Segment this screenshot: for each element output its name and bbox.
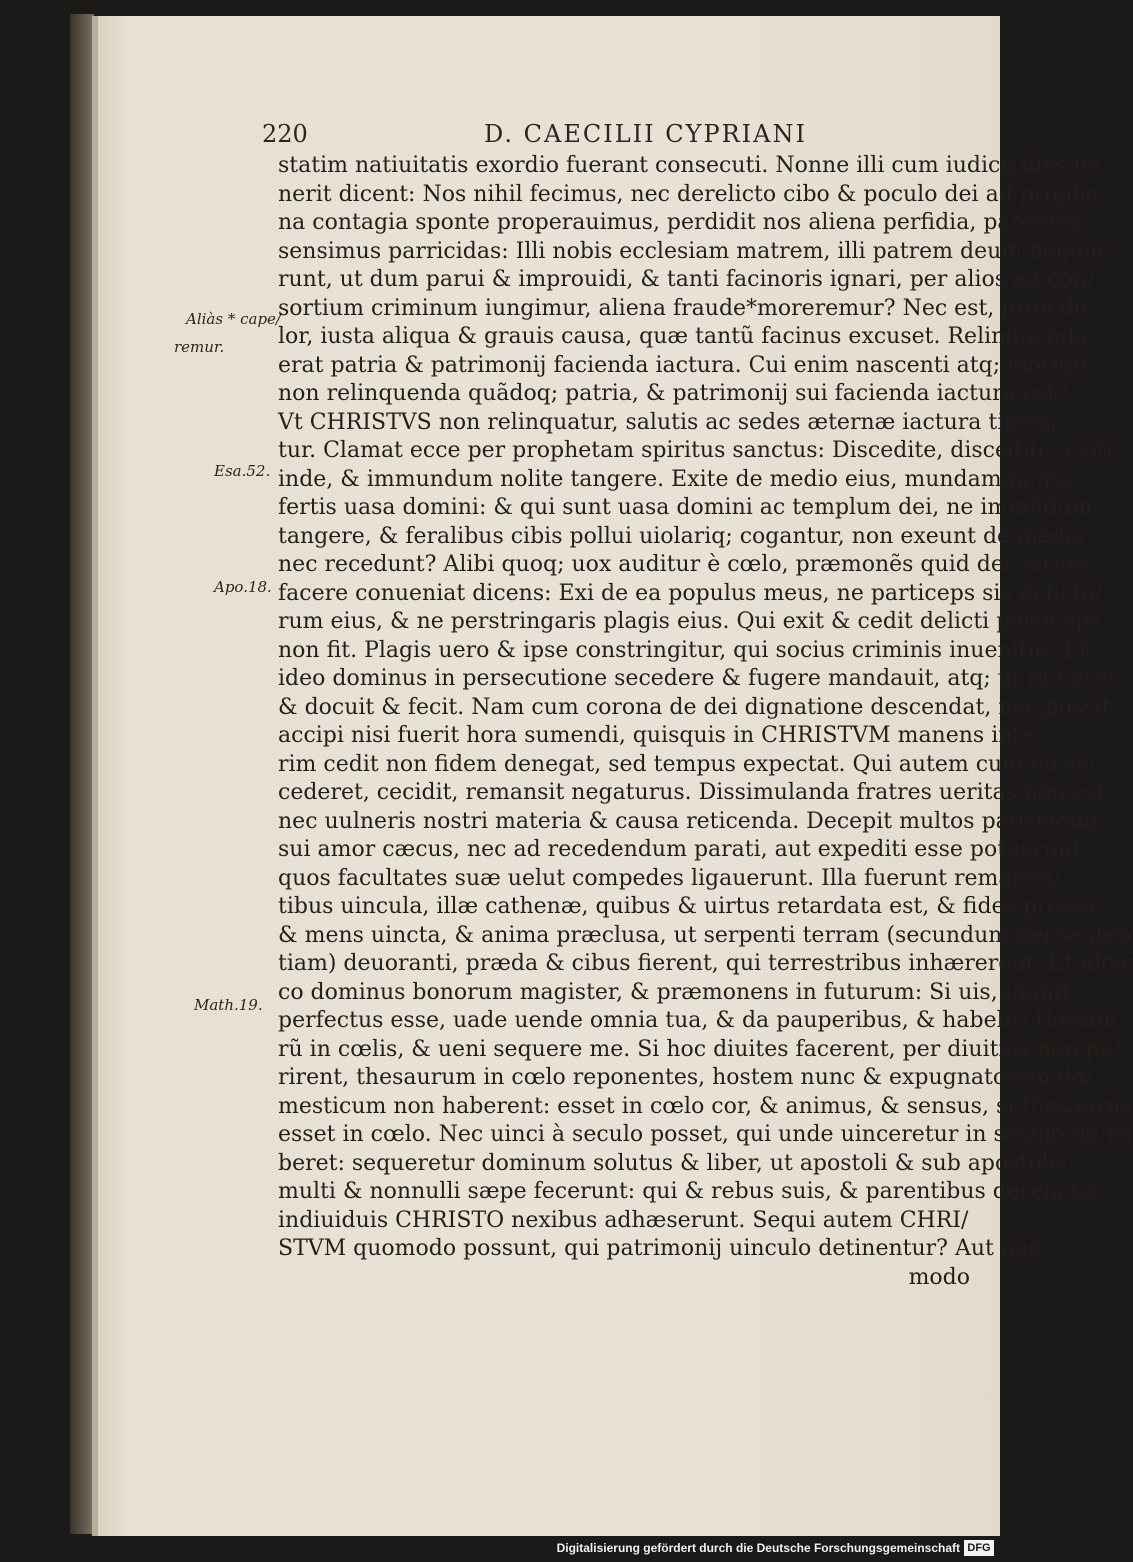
text-line: indiuiduis CHRISTO nexibus adhæserunt. Sequi autem CHRI/	[278, 1207, 969, 1233]
text-line: facere conueniat dicens: Exi de ea populus meus, ne particeps sis delicto/	[278, 580, 1102, 606]
text-line: tiam) deuoranti, præda & cibus fierent, qui terrestribus inhærerent. Et idcir	[278, 951, 1132, 976]
folio-number: 220	[262, 120, 308, 148]
text-line: rũ in cœlis, & ueni sequere me. Si hoc diuites facerent, per diuitias non pe/	[278, 1036, 1120, 1062]
text-line: runt, ut dum parui & improuidi, & tanti facinoris ignari, per alios ad con/	[278, 267, 1095, 292]
text-line: beret: sequeretur dominum solutus & liber, ut apostoli & sub apostolis	[278, 1150, 1067, 1176]
text-line: quos facultates suæ uelut compedes ligauerunt. Illa fuerunt remanen/	[278, 865, 1061, 891]
margin-note: Aliàs * cape/	[186, 310, 281, 328]
text-line: sensimus parricidas: Illi nobis ecclesiam matrem, illi patrem deum negaue	[278, 238, 1111, 264]
text-line: co dominus bonorum magister, & præmonens in futurum: Si uis, inquit,	[278, 979, 1078, 1005]
text-line: ideo dominus in persecutione secedere & fugere mandauit, atq; ut id fieret	[278, 666, 1116, 691]
text-line: na contagia sponte properauimus, perdidit nos aliena perfidia, parentes	[278, 210, 1082, 235]
page-header	[262, 118, 962, 152]
text-line: multi & nonnulli sæpe fecerunt: qui & rebus suis, & parentibus derelictis	[278, 1179, 1097, 1204]
text-line: mesticum non haberent: esset in cœlo cor, & animus, & sensus, si thesaurus	[278, 1093, 1132, 1119]
margin-note: remur.	[174, 338, 225, 356]
margin-note: Esa.52.	[214, 462, 271, 480]
dfg-logo: DFG	[964, 1540, 994, 1556]
margin-notes	[174, 0, 281, 1562]
text-line: lor, iusta aliqua & grauis causa, quæ tantũ facinus excuset. Relinquenda	[278, 324, 1088, 349]
binding-shadow	[70, 14, 94, 1534]
text-line: sui amor cæcus, nec ad recedendum parati, aut expediti esse potuerunt,	[278, 837, 1088, 862]
text-line: rirent, thesaurum in cœlo reponentes, hostem nunc & expugnatorem do/	[278, 1065, 1093, 1090]
text-line: accipi nisi fuerit hora sumendi, quisquis in CHRISTVM manens inte	[278, 723, 1035, 748]
text-line: perfectus esse, uade uende omnia tua, & da pauperibus, & habebis thesau/	[278, 1008, 1119, 1033]
text-line: fertis uasa domini: & qui sunt uasa domini ac templum dei, ne immũdum	[278, 495, 1093, 520]
footer-bar	[0, 1536, 1000, 1562]
page-gutter	[92, 16, 98, 1536]
funding-credit: Digitalisierung gefördert durch die Deutsche Forschungsgemeinschaft	[556, 1541, 960, 1555]
text-line: nec uulneris nostri materia & causa reticenda. Decepit multos patrimonij	[278, 808, 1098, 834]
text-line: non relinquenda quãdoq; patria, & patrimonij sui facienda iactura est?	[278, 381, 1068, 406]
text-line: erat patria & patrimonij facienda iactura. Cui enim nascenti atq; morięti	[278, 352, 1088, 378]
text-line: rum eius, & ne perstringaris plagis eius. Qui exit & cedit delicti particeps	[278, 609, 1101, 634]
text-line: non fit. Plagis uero & ipse constringitur, qui socius criminis inuenitur. Et	[278, 637, 1089, 663]
text-line: cederet, cecidit, remansit negaturus. Dissimulanda fratres ueritas non est,	[278, 780, 1113, 805]
text-line: statim natiuitatis exordio fuerant consecuti. Nonne illi cum iudicij dies ue	[278, 153, 1101, 178]
text-line: rim cedit non fidem denegat, sed tempus expectat. Qui autem cum nõ se/	[278, 751, 1097, 777]
text-line: & mens uincta, & anima præclusa, ut serpenti terram (secundum dei senten	[278, 922, 1132, 948]
body-text	[278, 152, 1133, 1292]
margin-note: Math.19.	[194, 996, 263, 1014]
text-line: Vt CHRISTVS non relinquatur, salutis ac sedes æternæ iactura timea/	[278, 409, 1059, 435]
text-line: sortium criminum iungimur, aliena fraude*moreremur? Nec est, proh do/	[278, 295, 1096, 321]
margin-note: Apo.18.	[214, 578, 272, 596]
text-line: esset in cœlo. Nec uinci à seculo posset, qui unde uinceretur in seculo nõ ha	[278, 1122, 1133, 1147]
text-line: inde, & immundum nolite tangere. Exite de medio eius, mundamini qui	[278, 466, 1073, 492]
text-line: nerit dicent: Nos nihil fecimus, nec derelicto cibo & poculo dei ad propha	[278, 181, 1099, 207]
text-line: nec recedunt? Alibi quoq; uox auditur è cœlo, præmonẽs quid dei seruos	[278, 552, 1092, 577]
text-line: tangere, & feralibus cibis pollui uiolariq; cogantur, non exeunt de medio	[278, 523, 1086, 549]
text-line: tur. Clamat ecce per prophetam spiritus sanctus: Discedite, discedite, exite	[278, 438, 1120, 463]
running-title: D. CAECILII CYPRIANI	[484, 120, 807, 148]
text-line: & docuit & fecit. Nam cum corona de dei dignatione descendat, nec possit	[278, 694, 1111, 720]
text-line: tibus uincula, illæ cathenæ, quibus & uirtus retardata est, & fides pressa,	[278, 894, 1104, 919]
text-line: modo	[908, 1264, 970, 1290]
text-line: STVM quomodo possunt, qui patrimonij uinculo detinentur? Aut quo	[278, 1236, 1043, 1261]
